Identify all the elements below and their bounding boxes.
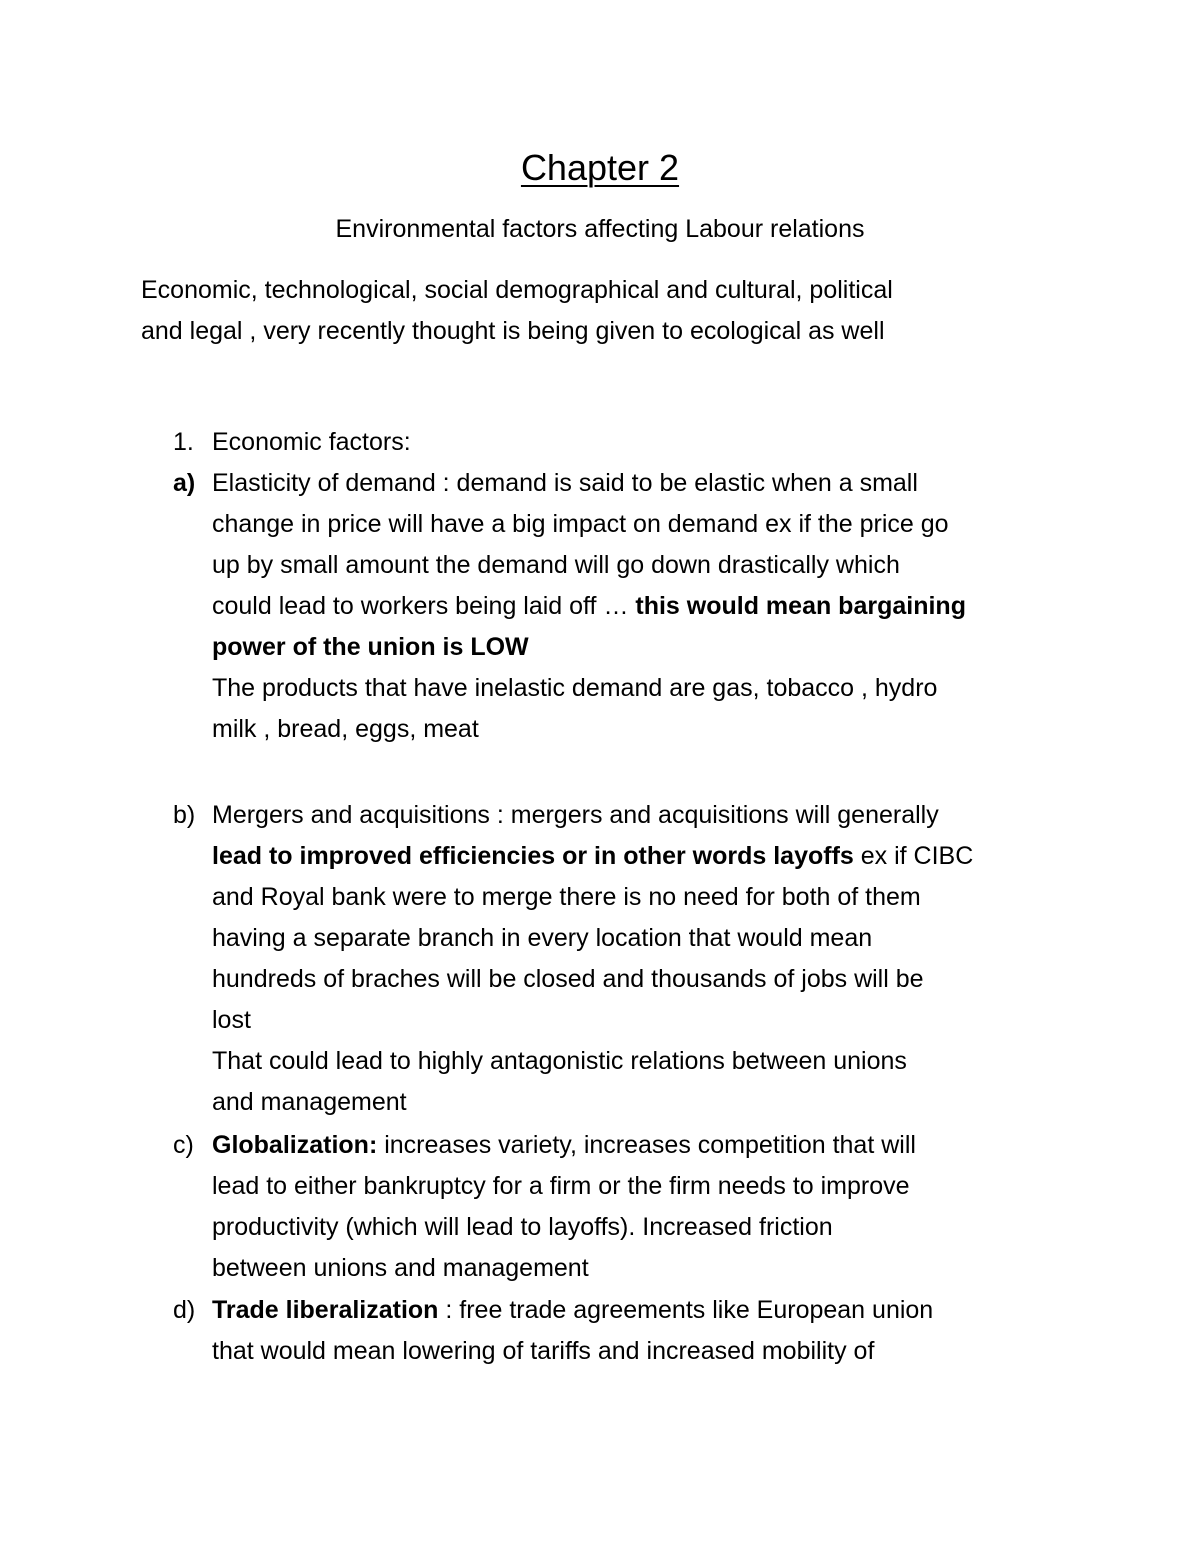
text-line: power of the union is LOW	[212, 633, 529, 661]
text-line	[212, 1290, 1072, 1331]
text-line: lead to either bankruptcy for a firm or the firm needs to improve	[212, 1172, 910, 1200]
bold-text: lead to improved efficiencies or in other words layoffs	[212, 842, 854, 870]
bold-text: Trade liberalization	[212, 1296, 439, 1324]
intro-paragraph	[141, 270, 1061, 352]
text-line: The products that have inelastic demand are gas, tobacco , hydro	[212, 674, 938, 702]
list-marker: b)	[173, 801, 196, 829]
plain-text: : free trade agreements like European union	[438, 1296, 934, 1324]
text-line	[212, 1125, 1072, 1166]
bold-text: this would mean bargaining	[635, 592, 966, 620]
section-number: 1.	[173, 428, 194, 456]
section-title: Economic factors:	[212, 428, 411, 456]
text-line: hundreds of braches will be closed and thousands of jobs will be	[212, 965, 924, 993]
text-line: That could lead to highly antagonistic relations between unions	[212, 1047, 907, 1075]
bold-text: Globalization:	[212, 1131, 378, 1159]
plain-text: increases variety, increases competition that will	[377, 1131, 916, 1159]
text-line: that would mean lowering of tariffs and increased mobility of	[212, 1337, 875, 1365]
text-line	[212, 586, 1072, 627]
list-item-text	[212, 795, 1072, 1123]
list-item-text	[212, 463, 1072, 750]
plain-text: could lead to workers being laid off …	[212, 592, 636, 620]
list-marker: c)	[173, 1131, 194, 1159]
list-item-text	[212, 1125, 1072, 1289]
text-line	[212, 836, 1072, 877]
list-marker: d)	[173, 1296, 196, 1324]
text-line: lost	[212, 1006, 251, 1034]
text-line: milk , bread, eggs, meat	[212, 715, 479, 743]
plain-text: ex if CIBC	[853, 842, 974, 870]
text-line: productivity (which will lead to layoffs). Increased friction	[212, 1213, 833, 1241]
intro-line: and legal , very recently thought is being given to ecological as well	[141, 317, 885, 345]
list-item-text	[212, 1290, 1072, 1372]
text-line: and Royal bank were to merge there is no need for both of them	[212, 883, 921, 911]
intro-line: Economic, technological, social demographical and cultural, political	[141, 276, 893, 304]
text-line: Mergers and acquisitions : mergers and acquisitions will generally	[212, 801, 939, 829]
text-line: change in price will have a big impact on demand ex if the price go	[212, 510, 949, 538]
text-line: having a separate branch in every location that would mean	[212, 924, 873, 952]
text-line: up by small amount the demand will go down drastically which	[212, 551, 900, 579]
text-line: and management	[212, 1088, 407, 1116]
text-line: between unions and management	[212, 1254, 589, 1282]
list-marker: a)	[173, 469, 196, 497]
page-title: Chapter 2	[520, 147, 680, 188]
text-line: Elasticity of demand : demand is said to be elastic when a small	[212, 469, 918, 497]
page-subtitle: Environmental factors affecting Labour relations	[335, 215, 865, 243]
